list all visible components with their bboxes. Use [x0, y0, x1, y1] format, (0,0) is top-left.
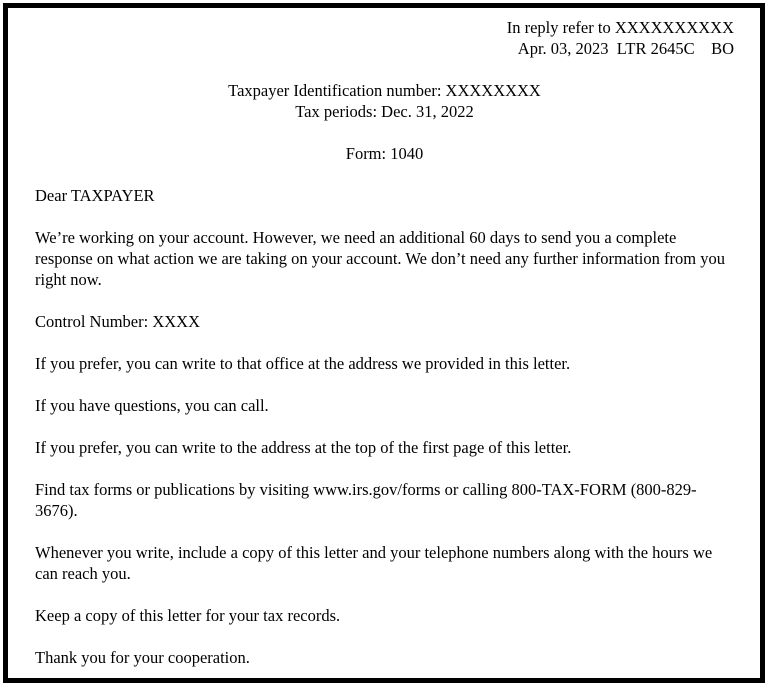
control-number-line: Control Number: XXXX: [35, 312, 200, 331]
intro-paragraph: We’re working on your account. However, we need an additional 60 days to send you a complete response on what action we are taking on your account. We don’t need any further information from you right now.: [35, 228, 725, 289]
tax-forms-paragraph: Find tax forms or publications by visiting www.irs.gov/forms or calling 800-TAX-FORM (800-829-3676).: [35, 480, 697, 520]
date-letter-number-line: Apr. 03, 2023 LTR 2645C BO: [517, 39, 734, 58]
tax-periods-line: Tax periods: Dec. 31, 2022: [295, 102, 474, 121]
irs-letter-page: [3, 3, 765, 683]
questions-call-paragraph: If you have questions, you can call.: [35, 396, 269, 415]
whenever-you-write-paragraph: Whenever you write, include a copy of this letter and your telephone numbers along with the hours we can reach you.: [35, 543, 713, 583]
thank-you-paragraph: Thank you for your cooperation.: [35, 648, 250, 667]
salutation: Dear TAXPAYER: [35, 186, 155, 205]
write-office-paragraph: If you prefer, you can write to that office at the address we provided in this letter.: [35, 354, 571, 373]
reply-reference-line: In reply refer to XXXXXXXXXX: [506, 18, 734, 37]
taxpayer-info-block: [35, 80, 734, 122]
keep-copy-paragraph: Keep a copy of this letter for your tax records.: [35, 606, 341, 625]
taxpayer-id-line: Taxpayer Identification number: XXXXXXXX: [228, 81, 541, 100]
form-line: Form: 1040: [345, 144, 424, 163]
letter-header: [35, 17, 734, 59]
write-address-paragraph: If you prefer, you can write to the address at the top of the first page of this letter.: [35, 438, 572, 457]
